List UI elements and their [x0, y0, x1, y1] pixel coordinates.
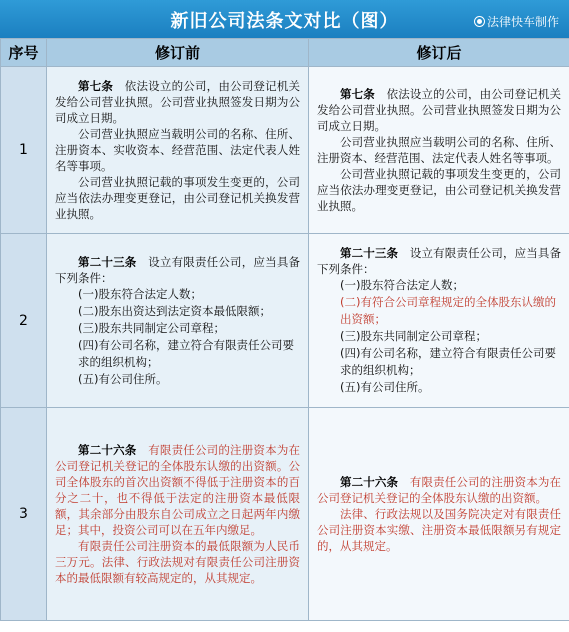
column-header-seq: 序号 — [1, 39, 47, 67]
comparison-table — [0, 38, 569, 621]
cell-before — [47, 234, 309, 408]
list-item: (三)股东共同制定公司章程； — [78, 320, 225, 335]
cell-after — [309, 408, 569, 621]
list-item: (一)股东符合法定人数； — [340, 278, 464, 292]
cell-after — [309, 234, 569, 408]
list-item: (五)有公司住所。 — [78, 371, 168, 386]
cell-before — [47, 67, 309, 234]
list-item: (五)有公司住所。 — [340, 380, 430, 394]
article-paragraph-changed: 法律、行政法规以及国务院决定对有限责任公司注册资本实缴、注册资本最低限额另有规定的，从其规定。 — [317, 507, 561, 553]
article-paragraph: 公司营业执照应当载明公司的名称、住所、注册资本、经营范围、法定代表人姓名等事项。 — [317, 135, 561, 165]
article-title: 第七条 — [340, 87, 375, 101]
article-text: 依法设立的公司，由公司登记机关发给公司营业执照。公司营业执照签发日期为公司成立日期。 — [317, 87, 562, 133]
circle-logo-icon — [474, 16, 485, 27]
article-text: 设立有限责任公司，应当具备下列条件： — [317, 246, 562, 276]
list-item: (一)股东符合法定人数； — [78, 286, 202, 301]
row-seq: 2 — [1, 234, 47, 408]
table-row — [1, 234, 569, 408]
article-title: 第二十六条 — [340, 475, 399, 489]
column-header-after: 修订后 — [309, 39, 569, 67]
list-item: (二)股东出资达到法定资本最低限额； — [78, 303, 271, 318]
article-paragraph: 公司营业执照记载的事项发生变更的，公司应当依法办理变更登记，由公司登记机关换发营业执照。 — [317, 167, 561, 213]
table-row — [1, 67, 569, 234]
cell-after — [309, 67, 569, 234]
article-paragraph — [55, 78, 300, 126]
article-text-changed: 有限责任公司的注册资本为在公司登记机关登记的全体股东认缴的出资额。 — [317, 475, 562, 505]
credit-note — [474, 13, 559, 30]
article-text-changed: 有限责任公司的注册资本为在公司登记机关登记的全体股东认缴的出资额。公司全体股东的首次出资额不得低于注册资本的百分之二十，也不得低于法定的注册资本最低限额，其余部分由股东自公司成立之日起两年内缴足；其中，投资公司可以在五年内缴足。 — [55, 443, 301, 537]
article-title: 第二十六条 — [78, 443, 137, 457]
article-title: 第二十三条 — [340, 246, 399, 260]
article-paragraph — [317, 474, 561, 506]
article-text: 依法设立的公司，由公司登记机关发给公司营业执照。公司营业执照签发日期为公司成立日期。 — [55, 79, 301, 125]
article-paragraph: 公司营业执照应当载明公司的名称、住所、注册资本、实收资本、经营范围、法定代表人姓名等事项。 — [55, 127, 300, 173]
list-item: (四)有公司名称，建立符合有限责任公司要求的组织机构； — [340, 346, 556, 377]
table-row — [1, 408, 569, 621]
article-paragraph: 公司营业执照记载的事项发生变更的，公司应当依法办理变更登记，由公司登记机关换发营业执照。 — [55, 175, 300, 221]
article-text: 设立有限责任公司，应当具备下列条件： — [55, 254, 301, 285]
article-paragraph — [317, 245, 561, 277]
credit-text: 法律快车制作 — [486, 15, 559, 29]
article-paragraph — [55, 442, 300, 538]
article-title: 第二十三条 — [78, 254, 137, 269]
row-seq: 3 — [1, 408, 47, 621]
cell-before — [47, 408, 309, 621]
list-item-changed: (二)有符合公司章程规定的全体股东认缴的出资额； — [340, 295, 556, 326]
row-seq: 1 — [1, 67, 47, 234]
article-title: 第七条 — [78, 79, 114, 93]
list-item: (四)有公司名称，建立符合有限责任公司要求的组织机构； — [78, 337, 294, 369]
article-paragraph — [55, 254, 300, 286]
table-header-row — [1, 39, 569, 67]
article-paragraph — [317, 86, 561, 134]
title-bar — [0, 0, 569, 38]
list-item: (三)股东共同制定公司章程； — [340, 329, 487, 343]
page-title: 新旧公司法条文对比（图） — [170, 11, 399, 32]
column-header-before: 修订前 — [47, 39, 309, 67]
article-paragraph-changed: 有限责任公司注册资本的最低限额为人民币三万元。法律、行政法规对有限责任公司注册资本的最低限额有较高规定的，从其规定。 — [55, 539, 300, 585]
